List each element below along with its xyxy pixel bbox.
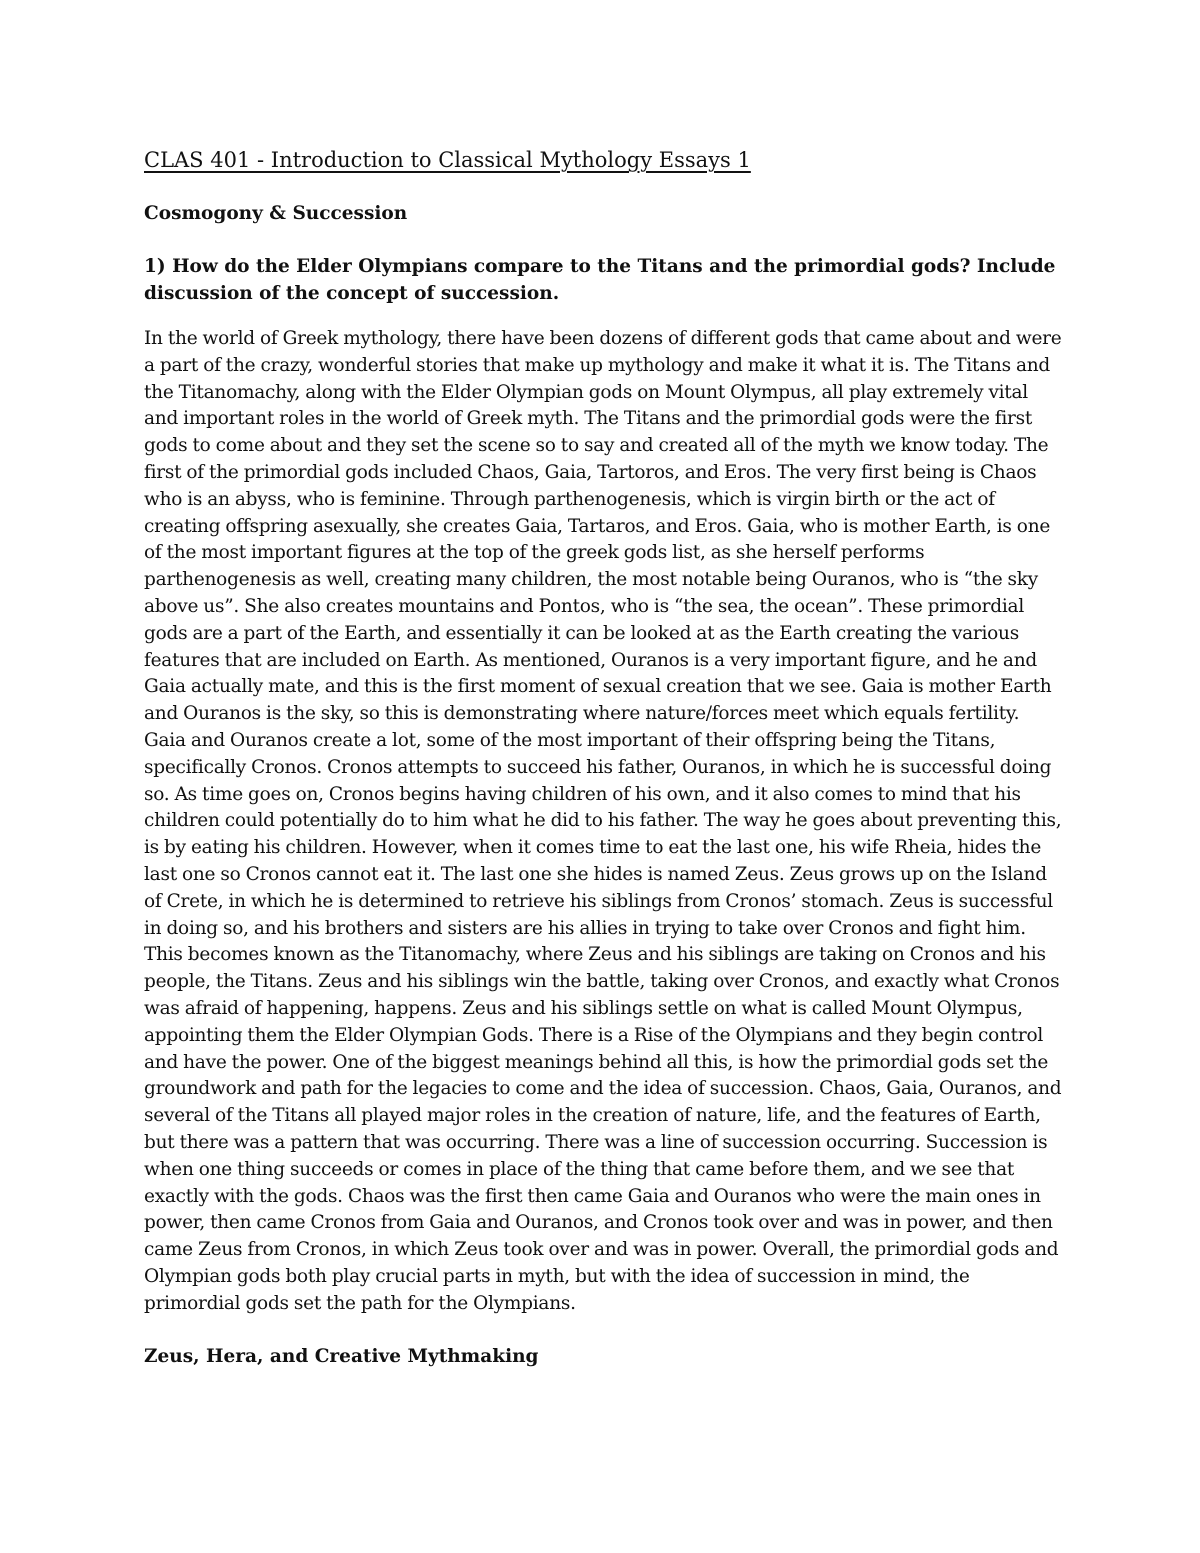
document-page bbox=[144, 146, 1064, 1370]
document-title: CLAS 401 - Introduction to Classical Mythology Essays 1 bbox=[144, 148, 751, 172]
essay-question bbox=[144, 254, 1064, 308]
essay-body: In the world of Greek mythology, there have been dozens of different gods that came about and were a part of the crazy, wonderful stories that make up mythology and make it what it is. The Titans and the Titanomachy, along with the Elder Olympian gods on Mount Olympus, all play extremely vital and important roles in the world of Greek myth. The Titans and the primordial gods were the first gods to come about and they set the scene so to say and created all of the myth we know today. The first of the primordial gods included Chaos, Gaia, Tartoros, and Eros. The very first being is Chaos who is an abyss, who is feminine. Through parthenogenesis, which is virgin birth or the act of creating offspring asexually, she creates Gaia, Tartaros, and Eros. Gaia, who is mother Earth, is one of the most important figures at the top of the greek gods list, as she herself performs parthenogenesis as well, creating many children, the most notable being Ouranos, who is “the sky above us”. She also creates mountains and Pontos, who is “the sea, the ocean”. These primordial gods are a part of the Earth, and essentially it can be looked at as the Earth creating the various features that are included on Earth. As mentioned, Ouranos is a very important figure, and he and Gaia actually mate, and this is the first moment of sexual creation that we see. Gaia is mother Earth and Ouranos is the sky, so this is demonstrating where nature/forces meet which equals fertility. Gaia and Ouranos create a lot, some of the most important of their offspring being the Titans, specifically Cronos. Cronos attempts to succeed his father, Ouranos, in which he is successful doing so. As time goes on, Cronos begins having children of his own, and it also comes to mind that his children could potentially do to him what he did to his father. The way he goes about preventing this, is by eating his children. However, when it comes time to eat the last one, his wife Rheia, hides the last one so Cronos cannot eat it. The last one she hides is named Zeus. Zeus grows up on the Island of Crete, in which he is determined to retrieve his siblings from Cronos’ stomach. Zeus is successful in doing so, and his brothers and sisters are his allies in trying to take over Cronos and fight him. This becomes known as the Titanomachy, where Zeus and his siblings are taking on Cronos and his people, the Titans. Zeus and his siblings win the battle, taking over Cronos, and exactly what Cronos was afraid of happening, happens. Zeus and his siblings settle on what is called Mount Olympus, appointing them the Elder Olympian Gods. There is a Rise of the Olympians and they begin control and have the power. One of the biggest meanings behind all this, is how the primordial gods set the groundwork and path for the legacies to come and the idea of succession. Chaos, Gaia, Ouranos, and several of the Titans all played major roles in the creation of nature, life, and the features of Earth, but there was a pattern that was occurring. There was a line of succession occurring. Succession is when one thing succeeds or comes in place of the thing that came before them, and we see that exactly with the gods. Chaos was the first then came Gaia and Ouranos who were the main ones in power, then came Cronos from Gaia and Ouranos, and Cronos took over and was in power, and then came Zeus from Cronos, in which Zeus took over and was in power. Overall, the primordial gods and Olympian gods both play crucial parts in myth, but with the idea of succession in mind, the primordial gods set the path for the Olympians. bbox=[144, 328, 1062, 1314]
section-heading-cosmogony: Cosmogony & Succession bbox=[144, 203, 408, 224]
essay-question-text: 1) How do the Elder Olympians compare to the Titans and the primordial gods? Include discussion of the concept of succession. bbox=[144, 256, 1056, 304]
section-heading-zeus-hera: Zeus, Hera, and Creative Mythmaking bbox=[144, 1345, 539, 1367]
